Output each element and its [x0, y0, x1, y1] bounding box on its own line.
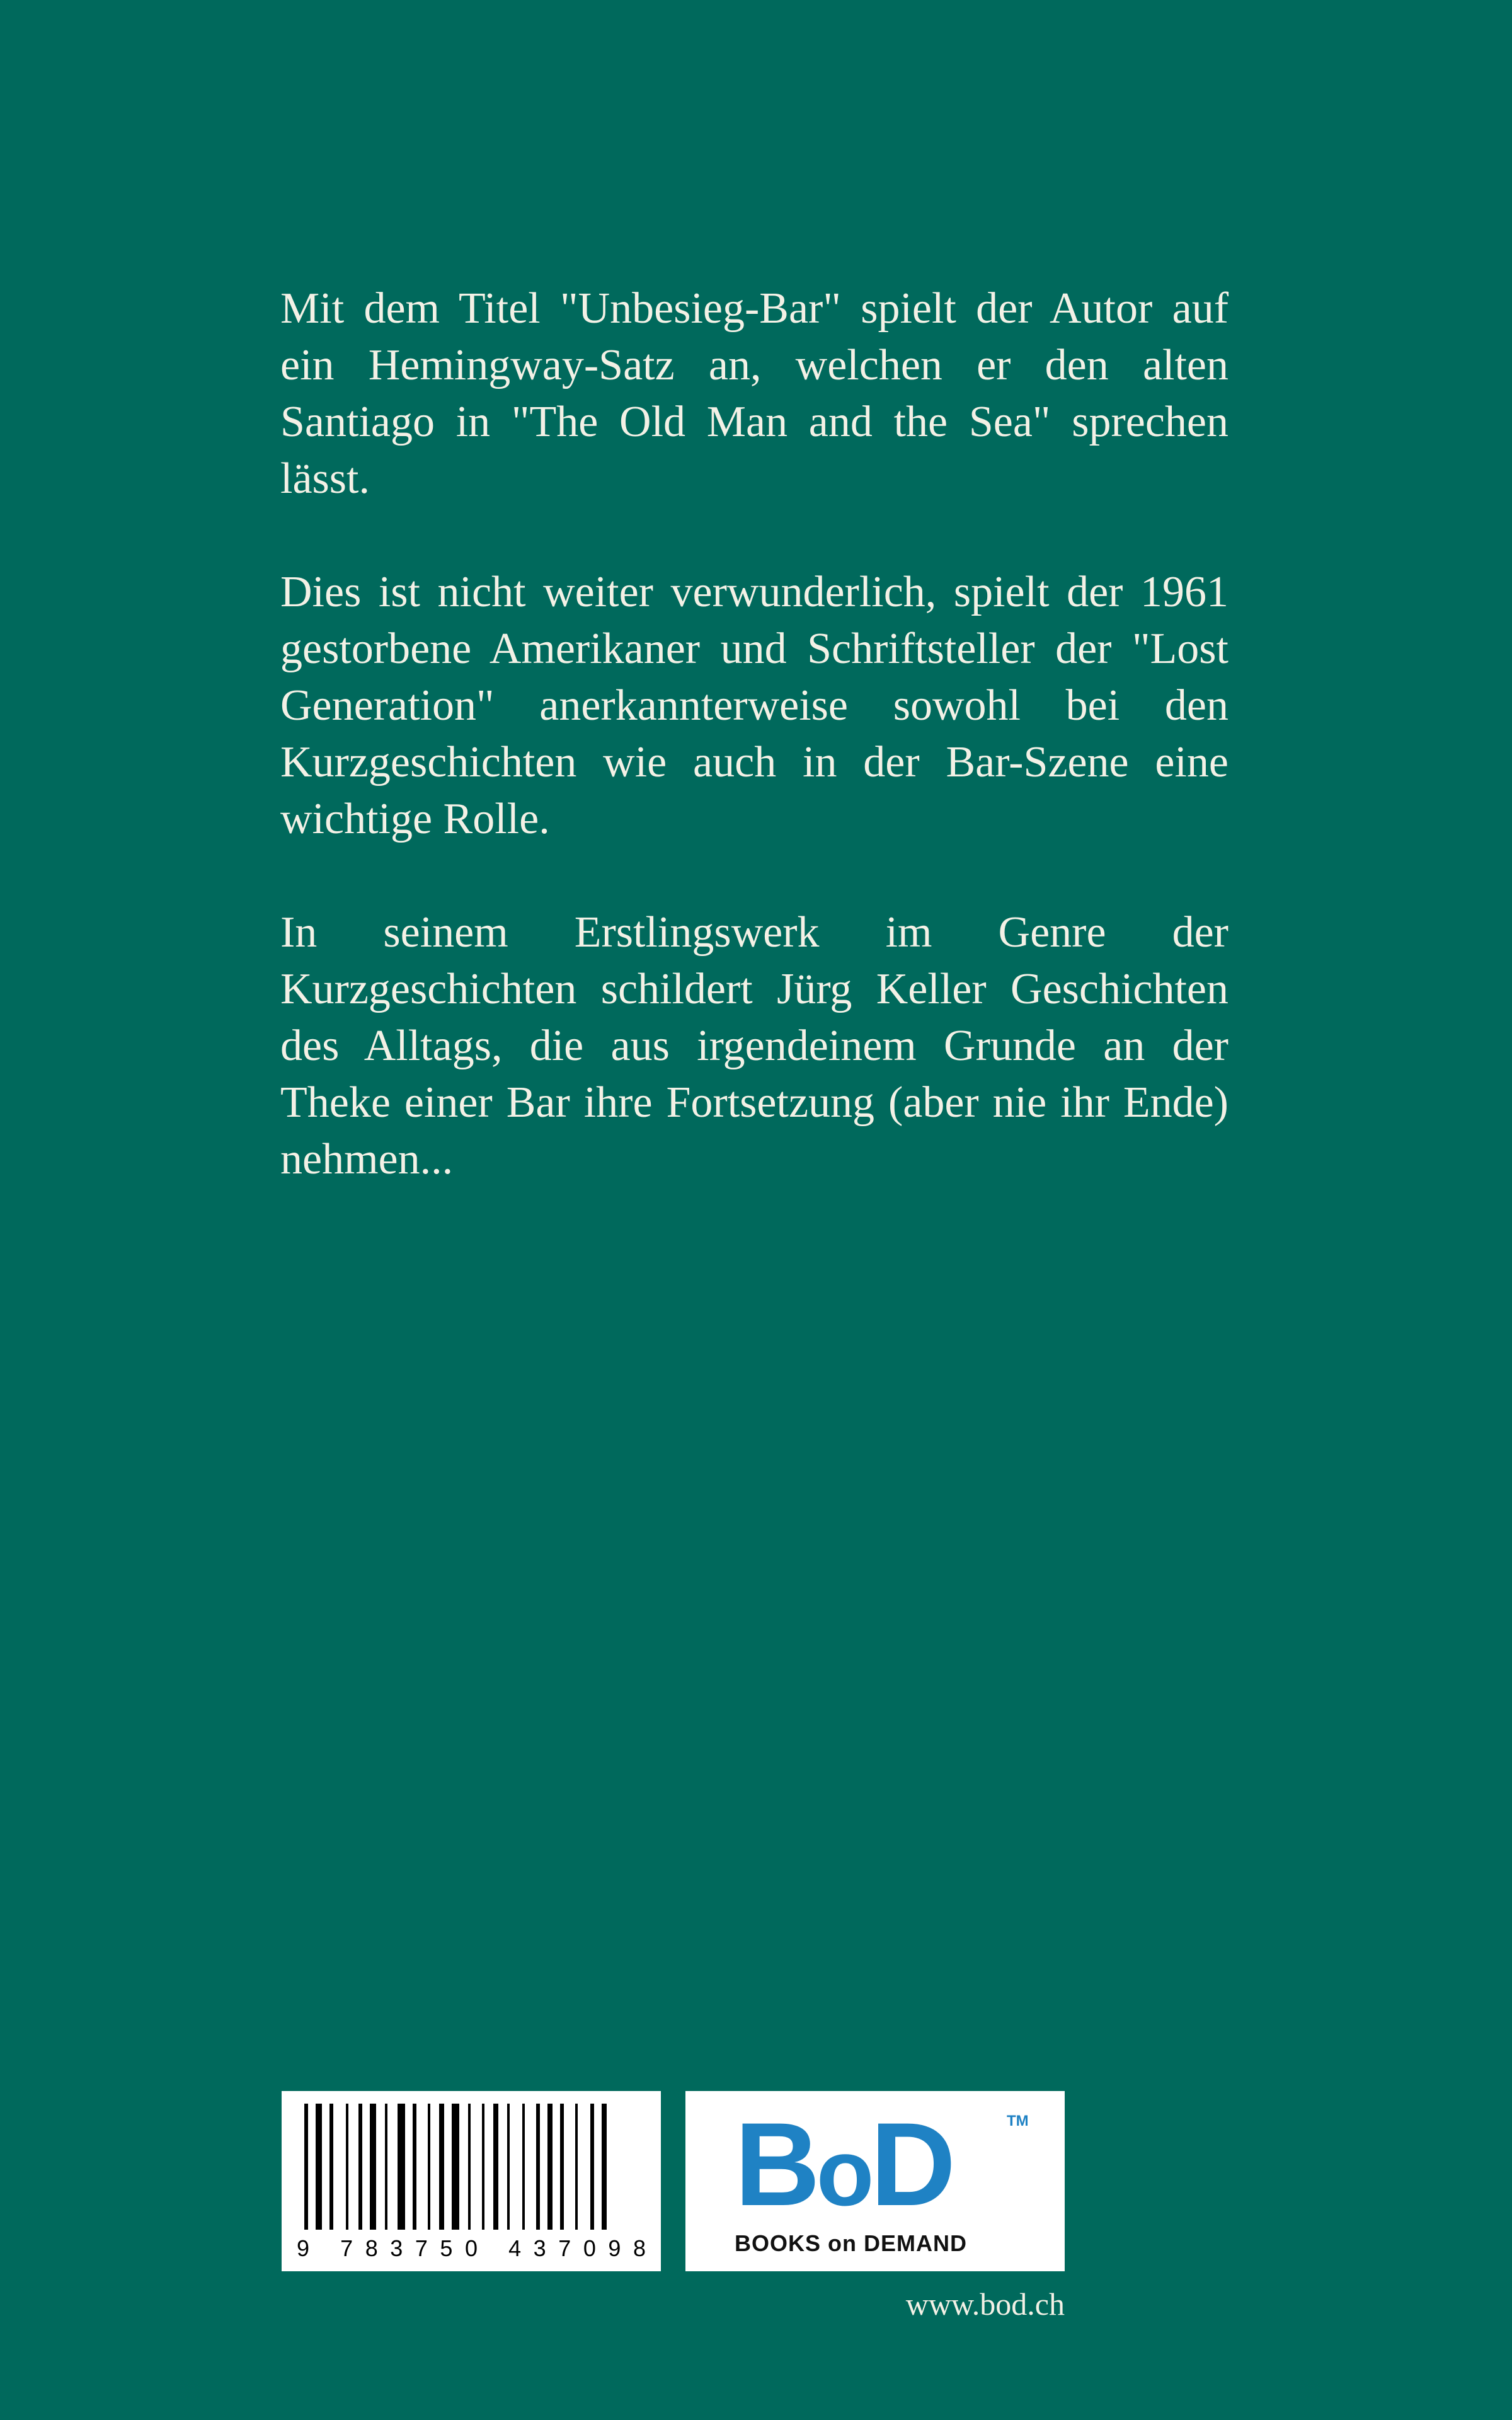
barcode-bar [413, 2104, 416, 2230]
barcode-bar [482, 2104, 484, 2230]
barcode-bar [590, 2104, 594, 2230]
blurb-text [280, 280, 1228, 1245]
barcode-bar [522, 2104, 525, 2230]
barcode-bar [370, 2104, 376, 2230]
barcode-bar [602, 2104, 607, 2230]
barcode-bar [507, 2104, 510, 2230]
bod-logo-o: o [816, 2119, 871, 2225]
barcode-bar [439, 2104, 444, 2230]
barcode-bar [468, 2104, 471, 2230]
barcode-bar [385, 2104, 387, 2230]
barcode-bar [329, 2104, 333, 2230]
trademark-mark: TM [1007, 2112, 1029, 2129]
bod-logo-b: B [735, 2098, 816, 2230]
barcode-bars [304, 2104, 607, 2230]
barcode-bar [452, 2104, 459, 2230]
barcode-bar [547, 2104, 553, 2230]
barcode-bar [304, 2104, 308, 2230]
isbn-barcode [282, 2091, 661, 2271]
publisher-subtitle: BOOKS on DEMAND [735, 2230, 967, 2256]
barcode-bar [575, 2104, 578, 2230]
bod-logo [735, 2098, 953, 2232]
barcode-bar [536, 2104, 540, 2230]
barcode-graphic [295, 2104, 647, 2261]
publisher-logo-box [685, 2091, 1065, 2271]
barcode-bar [346, 2104, 348, 2230]
publisher-website: www.bod.ch [905, 2286, 1065, 2322]
barcode-bar [493, 2104, 498, 2230]
barcode-bar [398, 2104, 405, 2230]
blurb-paragraph-3: In seinem Erstlingswerk im Genre der Kurzgeschichten schildert Jürg Keller Geschichten des Alltags, die aus irgendeinem Grunde an der Theke einer Bar ihre Fortsetzung (aber nie ihr Ende) nehmen... [280, 908, 1228, 1184]
barcode-bar [316, 2104, 322, 2230]
barcode-bar [428, 2104, 430, 2230]
blurb-paragraph-1: Mit dem Titel "Unbesieg-Bar" spielt der Autor auf ein Hemingway-Satz an, welchen er den alten Santiago in "The Old Man and the Sea" sprechen lässt. [280, 284, 1228, 503]
barcode-bar [560, 2104, 564, 2230]
barcode-bar [358, 2104, 362, 2230]
bod-logo-d: D [870, 2098, 953, 2230]
isbn-digits: 9 783750 437098 [297, 2235, 646, 2261]
blurb-paragraph-2: Dies ist nicht weiter verwunderlich, spielt der 1961 gestorbene Amerikaner und Schriftsteller der "Lost Generation" anerkannterweise sowohl bei den Kurzgeschichten wie auch in der Bar-Szene eine wichtige Rolle. [280, 568, 1228, 843]
